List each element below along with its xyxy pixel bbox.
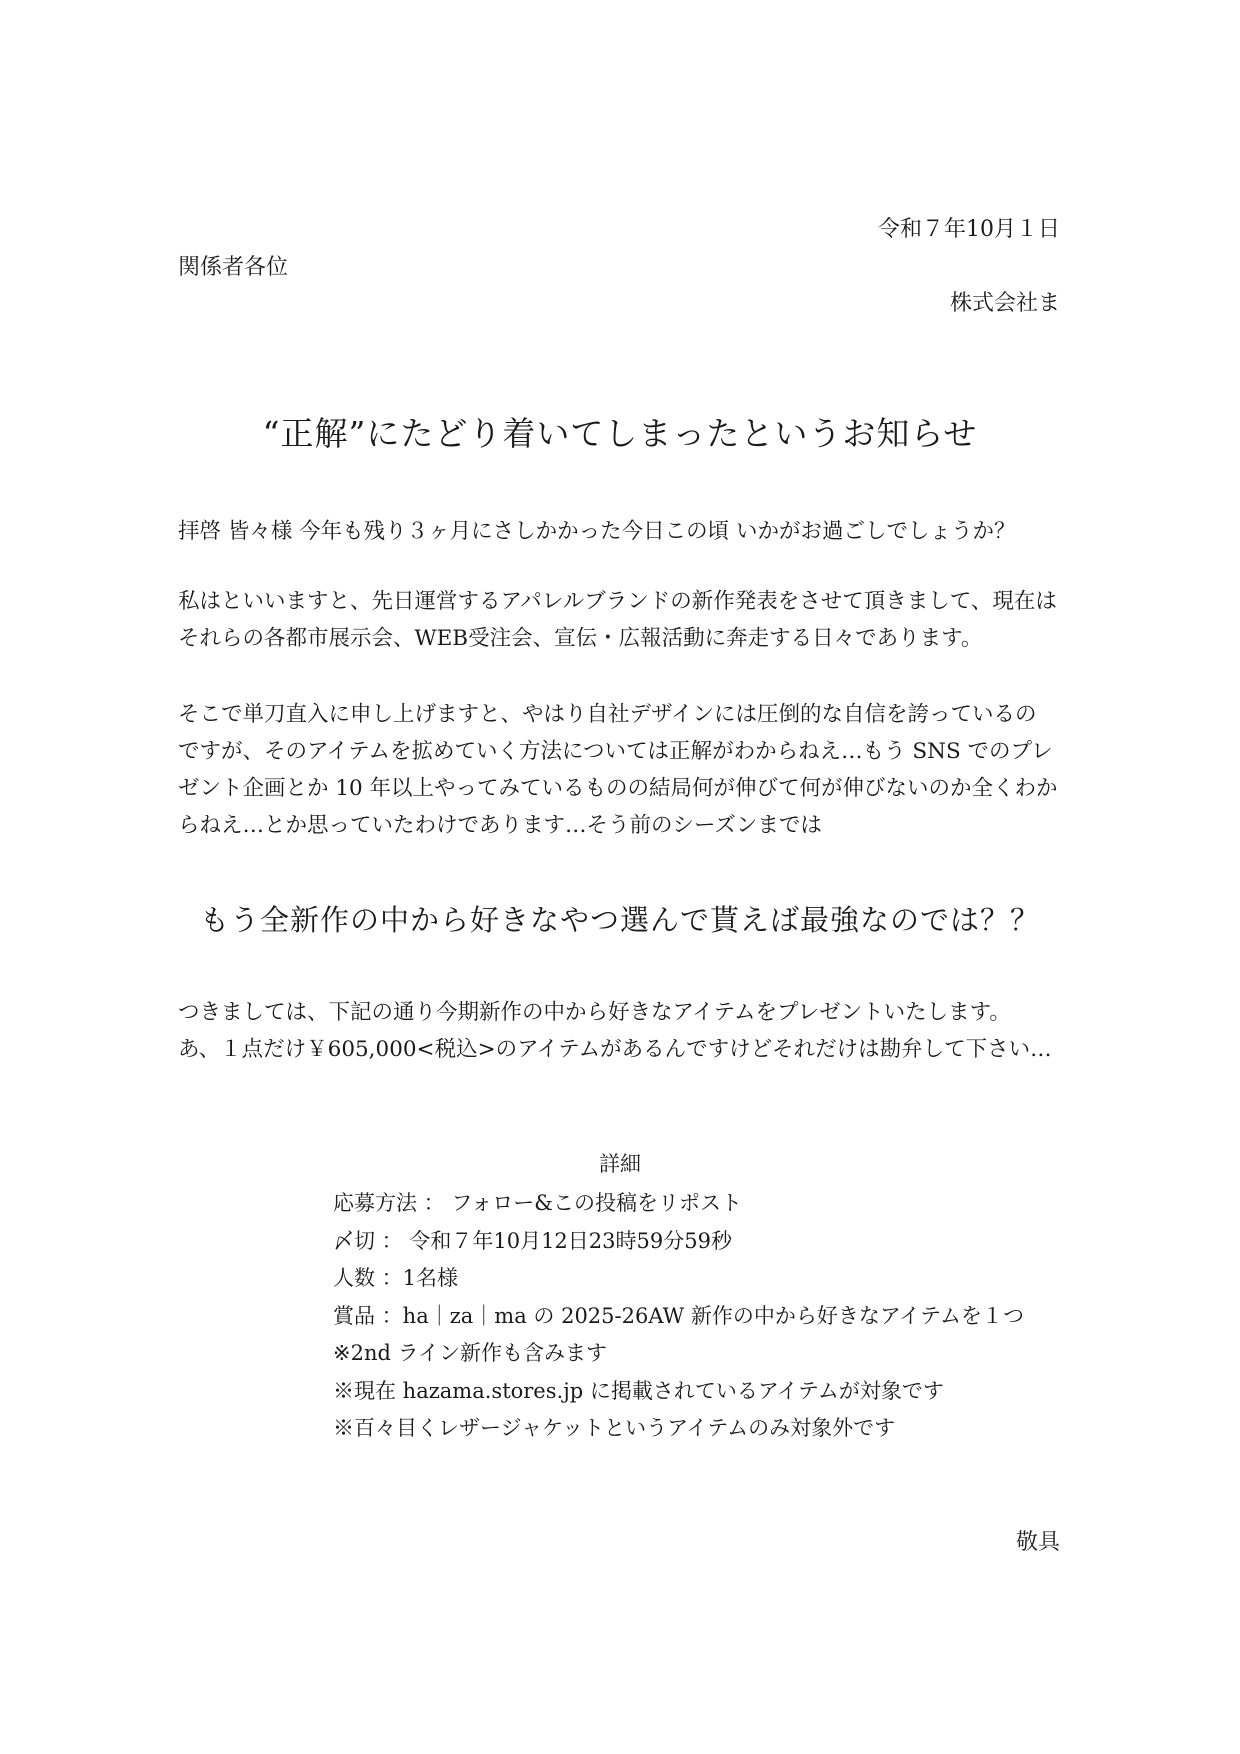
details-item-application-method: 応募方法 ： フォロー&この投稿をリポスト: [333, 1191, 742, 1215]
announcement-paragraph: [178, 994, 1078, 1068]
text-line: それらの各都市展示会、WEB受注会、宣伝・広報活動に奔走する日々であります。: [178, 626, 983, 651]
text-line: あ、１点だけ￥605,000<税込>のアイテムがあるんですけどそれだけは勘弁して下さい…: [178, 1037, 1052, 1062]
addressee: 関係者各位: [178, 255, 289, 280]
text-line: らねえ…とか思っていたわけであります…そう前のシーズンまでは: [178, 813, 822, 838]
background-paragraph: [178, 696, 1078, 844]
details-note: ※現在 hazama.stores.jp に掲載されているアイテムが対象です: [333, 1378, 944, 1403]
introduction-paragraph: [178, 583, 1078, 657]
document-title: “正解”にたどり着いてしまったというお知らせ: [262, 414, 978, 453]
text-line: ゼント企画とか 10 年以上やってみているものの結局何が伸びて何が伸びないのか全くわか: [178, 776, 1058, 801]
details-heading: 詳細: [599, 1152, 641, 1176]
closing-salutation: 敬具: [1015, 1530, 1060, 1555]
details-list: [333, 1185, 1024, 1448]
text-line: つきましては、下記の通り今期新作の中から好きなアイテムをプレゼントいたします。: [178, 1000, 1011, 1025]
details-note: ※2nd ライン新作も含みます: [333, 1341, 607, 1365]
details-note: ※百々目くレザージャケットというアイテムのみ対象外です: [333, 1416, 896, 1440]
greeting-paragraph: [178, 513, 1078, 550]
emphasis-heading: もう全新作の中から好きなやつ選んで貰えば最強なのでは？？: [199, 903, 1040, 937]
details-item-winners: 人数 ：1名様: [333, 1266, 459, 1290]
text-line: そこで単刀直入に申し上げますと、やはり自社デザインには圧倒的な自信を誇っているの: [178, 702, 1037, 727]
details-item-prize: 賞品 ：ha｜za｜ma の 2025-26AW 新作の中から好きなアイテムを１つ: [333, 1303, 1024, 1328]
text-line: ですが、そのアイテムを拡めていく方法については正解がわからねえ…もう SNS でのプレ: [178, 739, 1053, 764]
details-item-deadline: 〆切 ： 令和７年10月12日23時59分59秒: [333, 1228, 732, 1253]
text-line: 私はといいますと、先日運営するアパレルブランドの新作発表をさせて頂きまして、現在は: [178, 589, 1057, 614]
text-line: 拝啓 皆々様 今年も残り３ヶ月にさしかかった今日この頃 いかがお過ごしでしょうか？: [178, 519, 1016, 544]
document-date: 令和７年10月１日: [878, 217, 1060, 242]
sender-name: 株式会社ま: [949, 291, 1060, 316]
